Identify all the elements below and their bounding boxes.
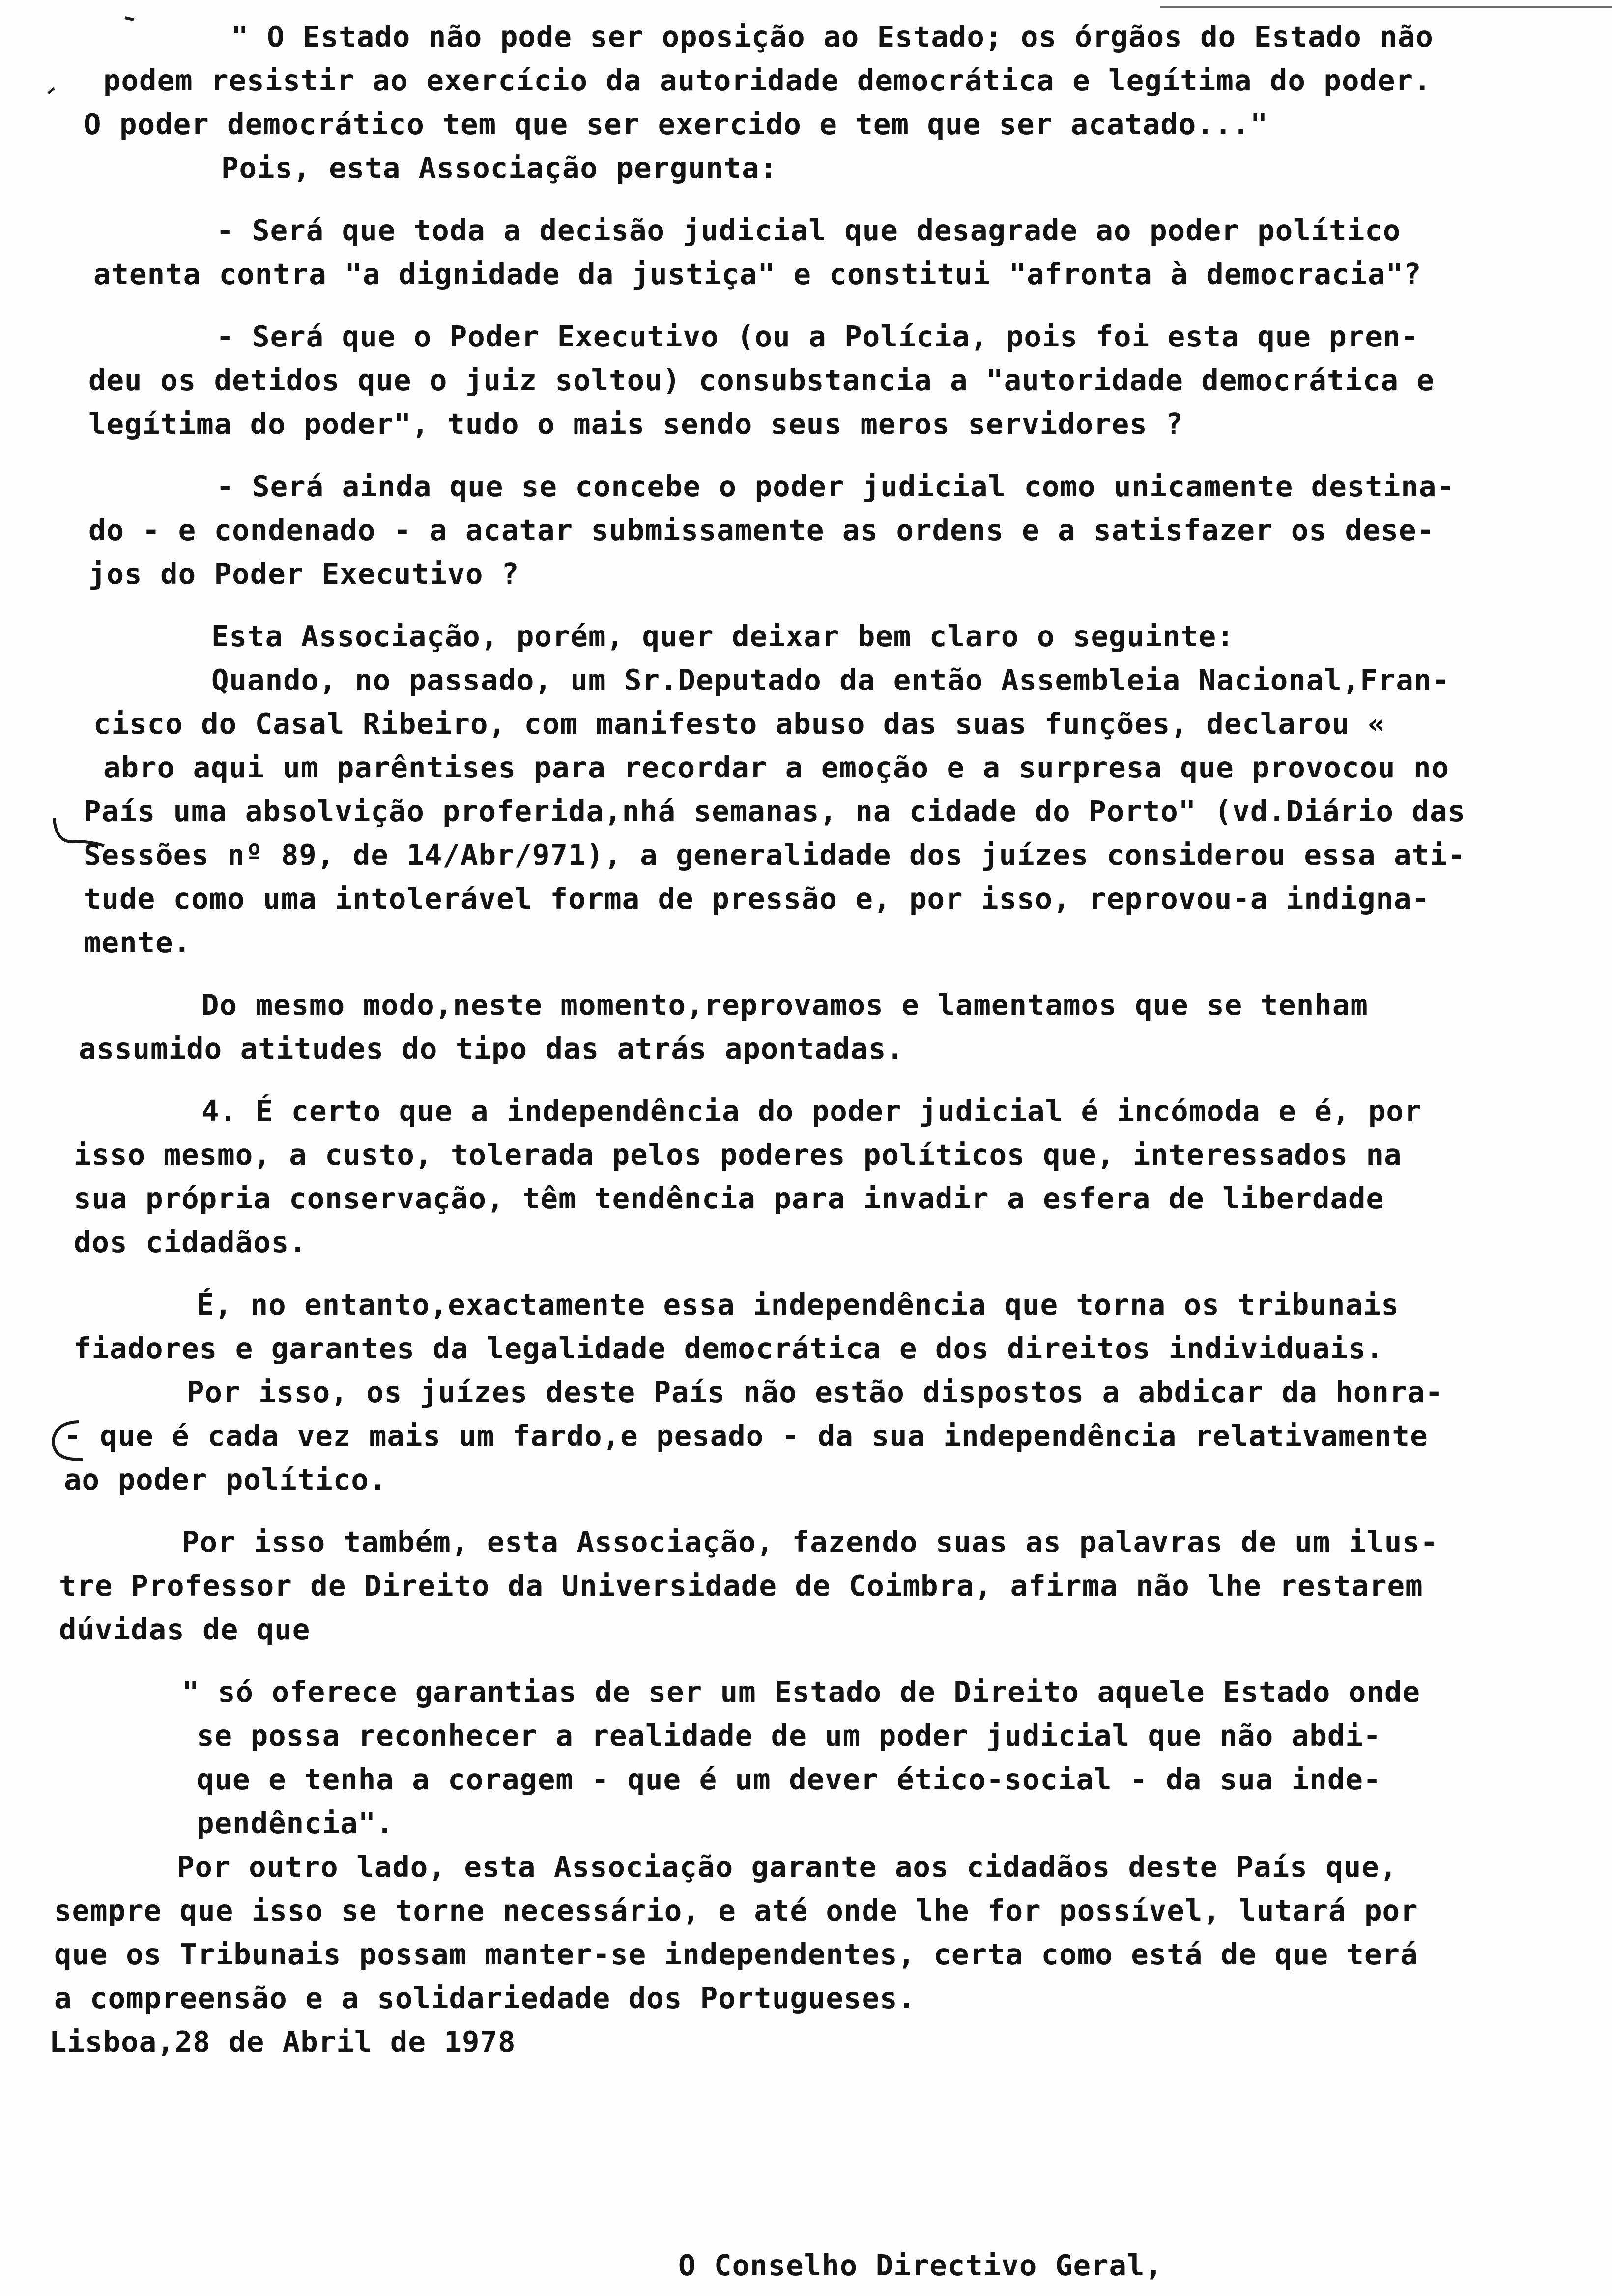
text-line: tre Professor de Direito da Universidade de Coimbra, afirma não lhe restarem (59, 1569, 1423, 1603)
paragraph-gap (54, 1264, 1479, 1283)
text-line: atenta contra "a dignidade da justiça" e constitui "afronta à democracia"? (93, 257, 1422, 291)
paragraph-gap (54, 446, 1479, 464)
text-line: Quando, no passado, um Sr.Deputado da então Assembleia Nacional,Fran- (211, 663, 1450, 697)
text-line: - que é cada vez mais um fardo,e pesado - da sua independência relativamente (64, 1419, 1428, 1453)
text-line: isso mesmo, a custo, tolerada pelos poderes políticos que, interessados na (74, 1138, 1402, 1172)
text-line: É, no entanto,exactamente essa independência que torna os tribunais (197, 1288, 1399, 1321)
text-line: podem resistir ao exercício da autoridade democrática e legítima do poder. (103, 63, 1432, 97)
text-line: se possa reconhecer a realidade de um poder judicial que não abdi- (197, 1719, 1382, 1752)
text-line: cisco do Casal Ribeiro, com manifesto abuso das suas funções, declarou « (93, 707, 1386, 741)
text-line: Por isso, os juízes deste País não estão dispostos a abdicar da honra- (187, 1375, 1443, 1409)
text-line: - Será que toda a decisão judicial que desagrade ao poder político (216, 213, 1401, 247)
paragraph-gap (54, 964, 1479, 983)
text-line: sempre que isso se torne necessário, e até onde lhe for possível, lutará por (54, 1894, 1418, 1927)
text-line: mente. (84, 925, 192, 959)
paragraph-gap (54, 596, 1479, 614)
text-line: jos do Poder Executivo ? (88, 557, 519, 591)
text-line: País uma absolvição proferida,nhá semanas, na cidade do Porto" (vd.Diário das (84, 794, 1466, 828)
paragraph-gap (54, 1651, 1479, 1670)
paragraph-gap (54, 296, 1479, 315)
text-line: pendência". (197, 1806, 394, 1840)
paragraph-gap (54, 1501, 1479, 1520)
text-line: fiadores e garantes da legalidade democrática e dos direitos individuais. (74, 1331, 1384, 1365)
top-rule (1160, 6, 1612, 8)
text-line: Sessões nº 89, de 14/Abr/971), a generalidade dos juízes considerou essa ati- (84, 838, 1466, 872)
text-line: - Será que o Poder Executivo (ou a Polícia, pois foi esta que pren- (216, 319, 1419, 353)
text-line: do - e condenado - a acatar submissamente as ordens e a satisfazer os dese- (88, 513, 1435, 547)
text-line: legítima do poder", tudo o mais sendo seus meros servidores ? (88, 407, 1183, 441)
text-line: " só oferece garantias de ser um Estado de Direito aquele Estado onde (182, 1675, 1420, 1709)
text-line: Pois, esta Associação pergunta: (221, 151, 778, 185)
text-line: - Será ainda que se concebe o poder judicial como unicamente destina- (216, 469, 1455, 503)
text-line: dos cidadãos. (74, 1225, 307, 1259)
text-line: Esta Associação, porém, quer deixar bem claro o seguinte: (211, 619, 1235, 653)
paragraph-gap (54, 1070, 1479, 1089)
text-line: Do mesmo modo,neste momento,reprovamos e lamentamos que se tenham (202, 988, 1368, 1022)
text-line: que e tenha a coragem - que é um dever ético-social - da sua inde- (197, 1762, 1382, 1796)
text-line: deu os detidos que o juiz soltou) consubstancia a "autoridade democrática e (88, 363, 1435, 397)
text-line: Por outro lado, esta Associação garante aos cidadãos deste País que, (177, 1850, 1398, 1884)
text-line: abro aqui um parêntises para recordar a emoção e a surpresa que provocou no (103, 750, 1450, 784)
text-line: sua própria conservação, têm tendência para invadir a esfera de liberdade (74, 1181, 1384, 1215)
text-line: que os Tribunais possam manter-se independentes, certa como está de que terá (54, 1937, 1418, 1971)
text-line: Por isso também, esta Associação, fazendo suas as palavras de um ilus- (182, 1525, 1439, 1559)
text-line: O poder democrático tem que ser exercido e tem que ser acatado..." (84, 107, 1268, 141)
text-line: tude como uma intolerável forma de pressão e, por isso, reprovou-a indigna- (84, 882, 1430, 916)
text-line: a compreensão e a solidariedade dos Portugueses. (54, 1981, 916, 2015)
text-line: assumido atitudes do tipo das atrás apontadas. (79, 1032, 904, 1065)
text-line: " O Estado não pode ser oposição ao Estado; os órgãos do Estado não (231, 20, 1434, 54)
signature-line: O Conselho Directivo Geral, (678, 2248, 1163, 2282)
text-line: dúvidas de que (59, 1612, 311, 1646)
text-line: ao poder político. (64, 1463, 387, 1496)
text-line: Lisboa,28 de Abril de 1978 (49, 2025, 516, 2059)
document-body (49, 15, 1479, 2064)
paragraph-gap (54, 190, 1479, 208)
text-line: 4. É certo que a independência do poder judicial é incómoda e é, por (202, 1094, 1422, 1128)
